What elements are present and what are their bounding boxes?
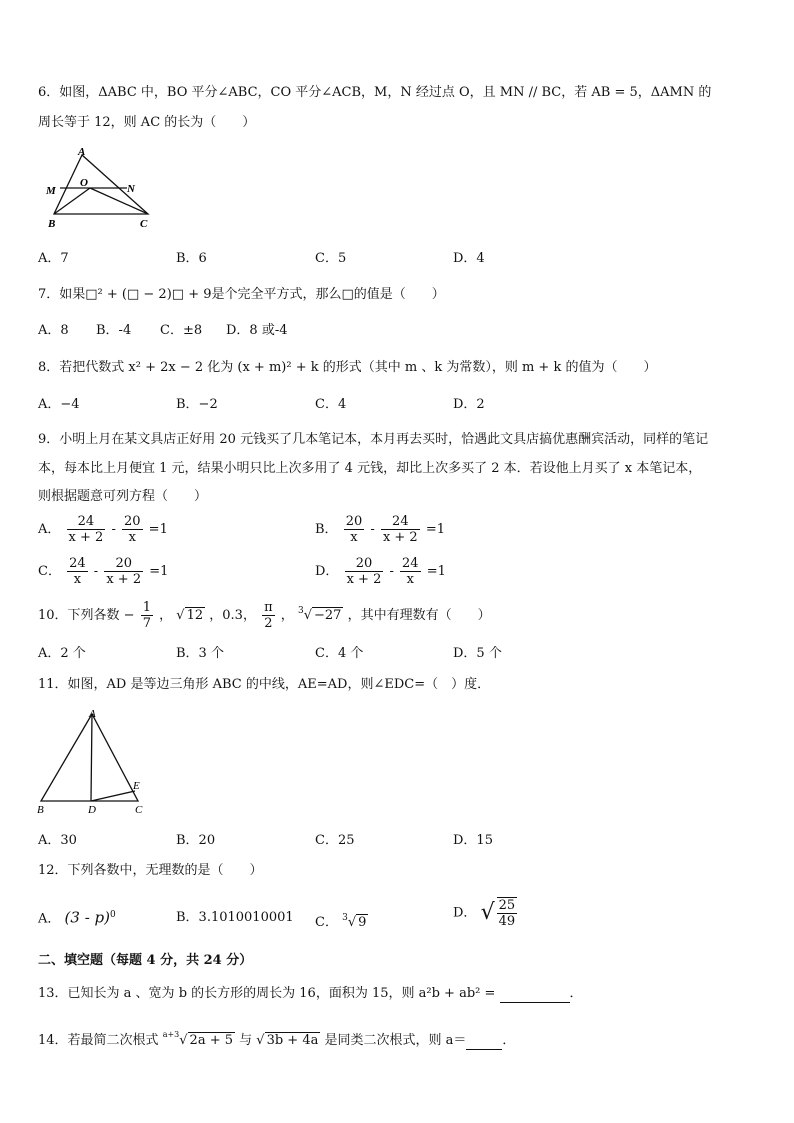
q11-option-d: D．15 xyxy=(453,833,493,848)
q11-stem: 11．如图，AD 是等边三角形 ABC 的中线，AE=AD，则∠EDC=（ ）度． xyxy=(38,677,491,692)
q11-option-a: A．30 xyxy=(38,833,77,848)
q6-line2: 周长等于 12，则 AC 的长为（ ） xyxy=(38,115,256,130)
q10-stem: 10．下列各数 − $\frac{1}{7}$ ， √ 12 ，0.3， $\frac{\pi}{2}$ ， $^3$√ −27 ，其中有理数有（ ） xyxy=(38,600,491,631)
section-heading-fill-in: 二、填空题（每题 4 分，共 24 分） xyxy=(38,953,253,968)
q9-option-b: B． $\frac{20}{x}$ - $\frac{24}{x + 2}$ =1 xyxy=(315,514,446,545)
q10-option-a: A．2 个 xyxy=(38,646,86,661)
q9-option-d: D． $\frac{20}{x + 2}$ - $\frac{24}{x}$ =1 xyxy=(315,556,446,587)
fig11-label-c: C xyxy=(135,804,143,816)
q9-option-a: A． $\frac{24}{x + 2}$ - $\frac{20}{x}$ =1 xyxy=(38,514,168,545)
q11-option-c: C．25 xyxy=(315,833,355,848)
q7-stem: 7．如果□² + (□ − 2)□ + 9是个完全平方式，那么□的值是（ ） xyxy=(38,287,445,302)
q12-option-b: B．3.1010010001 xyxy=(176,910,294,925)
q10-option-d: D．5 个 xyxy=(453,646,502,661)
q7-option-d: D．8 或-4 xyxy=(226,323,288,338)
q6-option-b: B．6 xyxy=(176,251,207,266)
fig11-label-e: E xyxy=(133,780,140,792)
q13-stem: 13．已知长为 a 、宽为 b 的长方形的周长为 16，面积为 15，则 a²b + ab² = ． xyxy=(38,986,583,1001)
fig11-label-b: B xyxy=(37,804,44,816)
q6-line1: 6．如图，ΔABC 中，BO 平分∠ABC，CO 平分∠ACB，M，N 经过点 O，且 MN // BC，若 AB = 5，ΔAMN 的 xyxy=(38,85,712,100)
q9-line3: 则根据题意可列方程（ ） xyxy=(38,489,208,504)
fig6-label-c: C xyxy=(140,218,148,230)
fig6-label-a: A xyxy=(78,146,86,158)
q11-triangle-figure xyxy=(34,706,156,818)
q8-option-d: D．2 xyxy=(453,397,485,412)
q8-stem: 8．若把代数式 x² + 2x − 2 化为 (x + m)² + k 的形式（其中 m 、k 为常数），则 m + k 的值为（ ） xyxy=(38,360,657,375)
q6-option-c: C．5 xyxy=(315,251,347,266)
q14-stem: 14．若最简二次根式 $^{a+3}$√ 2a + 5 与 √ 3b + 4a 是同类二次根式，则 a＝ ． xyxy=(38,1030,516,1048)
fig11-label-a: A xyxy=(89,708,96,720)
q14-answer-blank[interactable] xyxy=(466,1035,502,1050)
q12-option-a: A． (3 - p)$^0$ xyxy=(38,908,116,927)
q13-answer-blank[interactable] xyxy=(500,988,570,1003)
fig6-label-n: N xyxy=(127,183,135,195)
q8-option-a: A．−4 xyxy=(38,397,80,412)
q9-line2: 本，每本比上月便宜 1 元，结果小明只比上次多用了 4 元钱，却比上次多买了 2 本．若设他上月买了 x 本笔记本， xyxy=(38,461,702,476)
q7-option-a: A．8 xyxy=(38,323,69,338)
q7-option-c: C．±8 xyxy=(160,323,203,338)
fig6-label-b: B xyxy=(48,218,56,230)
q12-option-c: C． $^3$√ 9 xyxy=(315,913,367,930)
q12-stem: 12．下列各数中，无理数的是（ ） xyxy=(38,863,263,878)
q6-option-d: D．4 xyxy=(453,251,485,266)
q7-option-b: B．-4 xyxy=(96,323,132,338)
q11-option-b: B．20 xyxy=(176,833,216,848)
q8-option-c: C．4 xyxy=(315,397,347,412)
q9-option-c: C． $\frac{24}{x}$ - $\frac{20}{x + 2}$ =1 xyxy=(38,556,169,587)
q10-option-c: C．4 个 xyxy=(315,646,364,661)
q6-option-a: A．7 xyxy=(38,251,69,266)
q12-option-d: D． √ $\frac{25}{49}$ xyxy=(453,898,516,929)
q9-line1: 9．小明上月在某文具店正好用 20 元钱买了几本笔记本，本月再去买时，恰遇此文具店搞优惠酬宾活动，同样的笔记 xyxy=(38,432,709,447)
fig11-label-d: D xyxy=(88,804,96,816)
q10-option-b: B．3 个 xyxy=(176,646,224,661)
q6-triangle-figure xyxy=(40,146,160,232)
fig6-label-m: M xyxy=(46,185,56,197)
fig6-label-o: O xyxy=(80,177,88,189)
q8-option-b: B．−2 xyxy=(176,397,218,412)
